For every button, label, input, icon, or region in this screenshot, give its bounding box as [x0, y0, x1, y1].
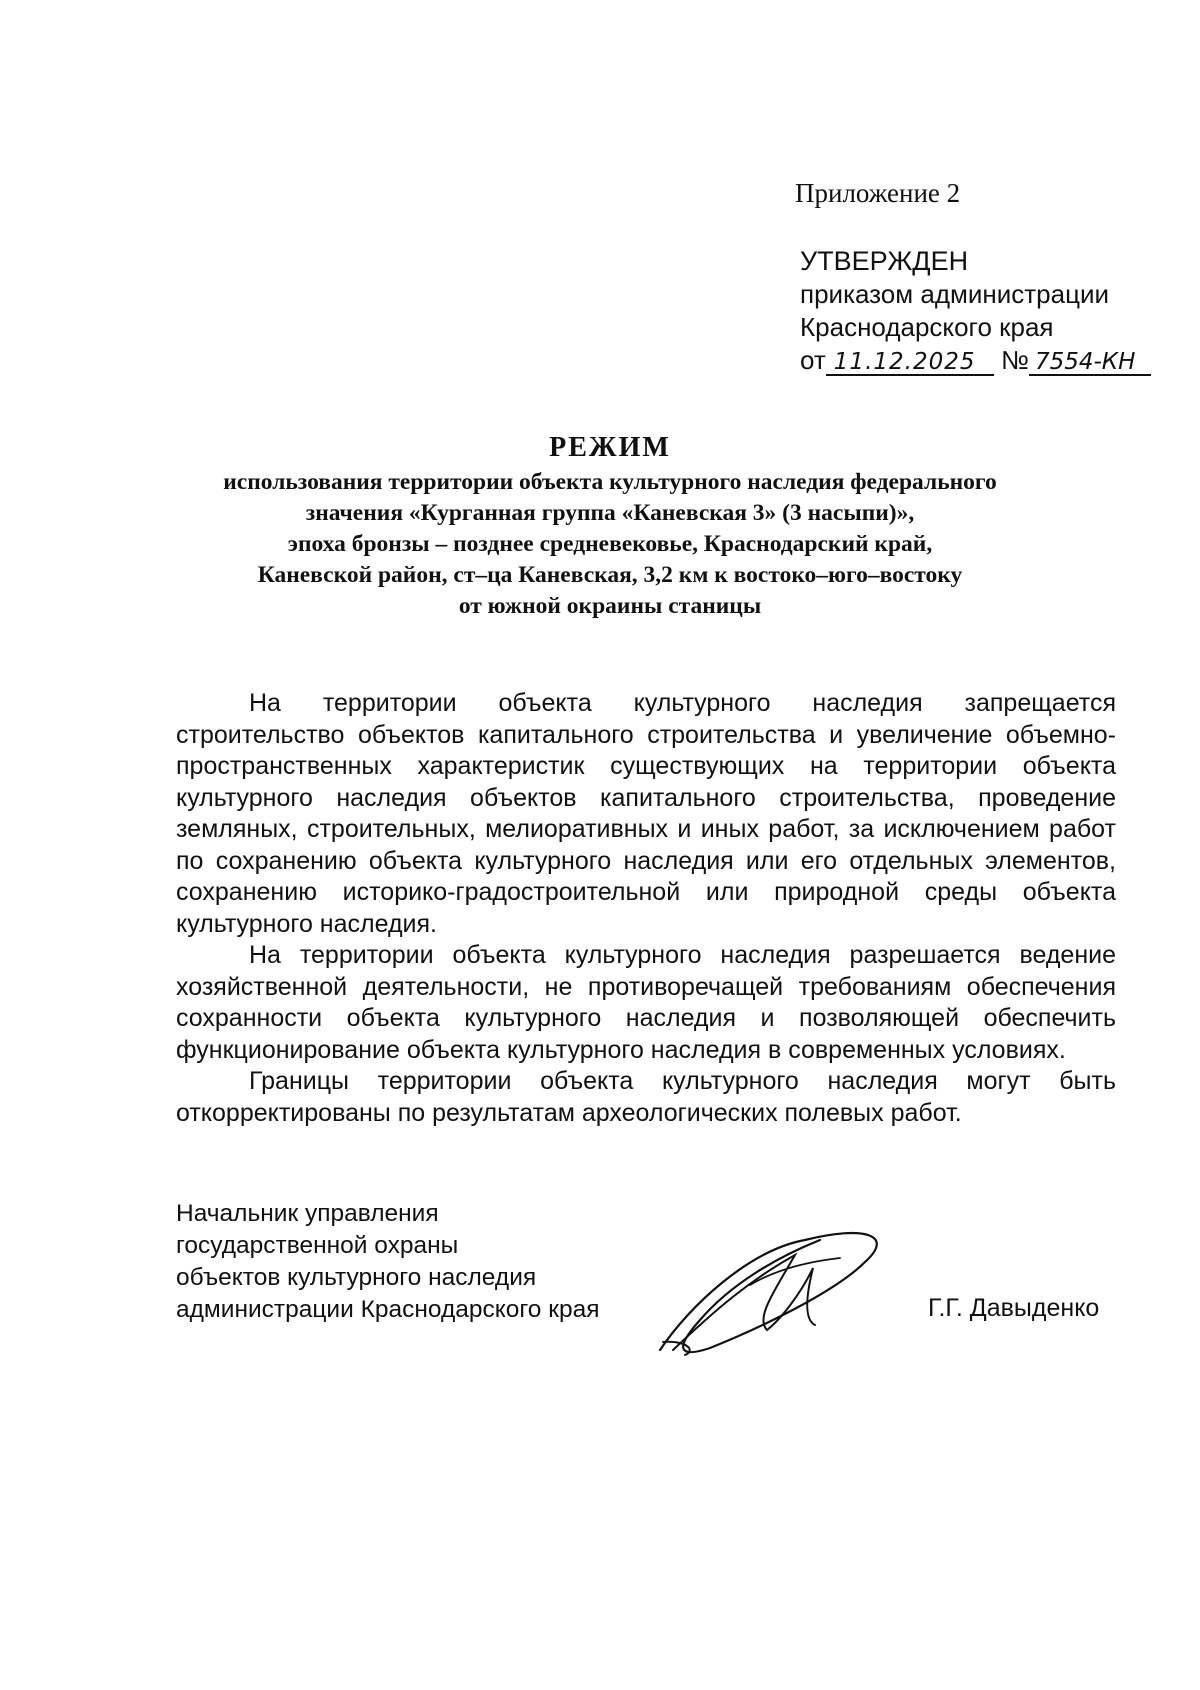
- title-line: значения «Курганная группа «Каневская 3» (3 насыпи)»,: [305, 500, 915, 526]
- body-paragraph: Границы территории объекта культурного наследия могут быть откорректированы по результатам археологических полевых работ.: [176, 1067, 1116, 1127]
- number-prefix: №: [1001, 345, 1029, 375]
- position-line: администрации Краснодарского края: [176, 1296, 600, 1323]
- body-paragraph: На территории объекта культурного наследия разрешается ведение хозяйственной деятельности, не противоречащей требованиям обеспечения сохранности объекта культурного наследия и позволяющей обеспечить функционирование объекта культурного наследия в современных условиях.: [176, 941, 1116, 1064]
- position-line: объектов культурного наследия: [176, 1264, 537, 1291]
- order-date: 11.12.2025: [826, 350, 994, 376]
- document-body: [176, 688, 1116, 1129]
- title-main: РЕЖИМ: [549, 432, 671, 463]
- approved-title: УТВЕРЖДЕН: [800, 246, 969, 276]
- title-line: использования территории объекта культурного наследия федерального: [223, 469, 997, 495]
- approved-line-1: приказом администрации: [800, 279, 1110, 309]
- date-prefix: от: [800, 345, 826, 375]
- position-line: Начальник управления: [176, 1200, 439, 1227]
- title-line: эпоха бронзы – позднее средневековье, Краснодарский край,: [287, 531, 933, 557]
- body-paragraph: На территории объекта культурного наследия запрещается строительство объектов капитального строительства и увеличение объемно-пространственных характеристик существующих на территории объекта культурного наследия объектов капитального строительства, проведение земляных, строительных, мелиоративных и иных работ, за исключением работ по сохранению объекта культурного наследия или его отдельных элементов, сохранению историко-градостроительной или природной среды объекта культурного наследия.: [176, 689, 1116, 938]
- signatory-name: Г.Г. Давыденко: [928, 1294, 1100, 1322]
- signatory-position: [176, 1198, 599, 1326]
- title-line: Каневской район, ст–ца Каневская, 3,2 км к востоко–юго–востоку: [257, 562, 963, 588]
- approved-line-2: Краснодарского края: [800, 312, 1054, 342]
- attachment-label: Приложение 2: [795, 178, 961, 208]
- document-title: [130, 432, 1090, 622]
- order-number: 7554-КН: [1029, 350, 1151, 376]
- handwritten-signature-icon: [655, 1200, 905, 1360]
- title-line: от южной окраины станицы: [458, 593, 762, 619]
- approval-block: [800, 245, 1151, 377]
- position-line: государственной охраны: [176, 1232, 459, 1259]
- order-date-number-line: [800, 344, 1151, 377]
